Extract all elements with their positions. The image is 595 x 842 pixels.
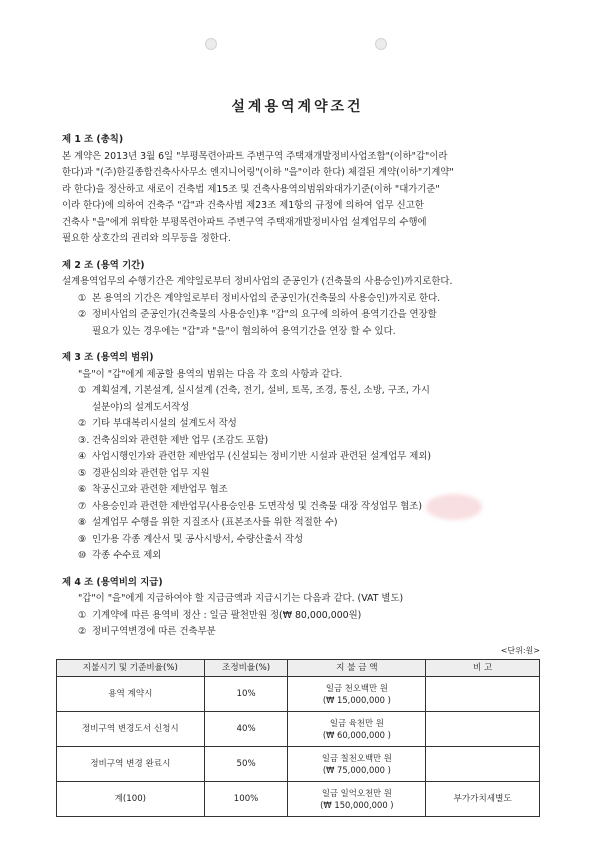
item-text: 본 용역의 기간은 계약일로부터 정비사업의 준공인가(건축물의 사용승인)까지로 한다. xyxy=(92,292,441,304)
item-text: 정비사업의 준공인가(건축물의 사용승인)후 "갑"의 요구에 의하여 용역기간을 연장할 xyxy=(92,309,437,320)
item-text: 설분야)의 설계도서작성 xyxy=(92,401,190,413)
table-header-row xyxy=(57,659,540,677)
payment-period: 정비구역 변경 완료시 xyxy=(57,747,205,782)
list-item xyxy=(62,466,540,483)
payment-note xyxy=(426,747,540,782)
item-number: ② xyxy=(78,418,87,429)
document-title: 설계용역계약조건 xyxy=(231,99,364,115)
item-text: 기계약에 따른 용역비 정산 : 일금 팔천만원 정(₩ 80,000,000원) xyxy=(92,609,362,621)
column-header: 조정비율(%) xyxy=(204,659,288,677)
item-text: 경관심의와 관련한 업무 지원 xyxy=(92,467,210,479)
amount-number: (₩ 60,000,000 ) xyxy=(322,730,391,740)
item-text: 각종 수수료 제외 xyxy=(92,550,162,561)
column-header: 지불시기 및 기준비율(%) xyxy=(57,659,205,677)
item-text: 인가용 각종 계산서 및 공사시방서, 수량산출서 작성 xyxy=(92,533,304,545)
amount-text: 일금 천오백만 원 xyxy=(325,683,388,693)
table-row xyxy=(57,782,540,817)
list-item xyxy=(62,307,540,340)
item-number: ⑨ xyxy=(78,533,87,545)
amount-text: 일금 칠천오백만 원 xyxy=(321,753,392,763)
article-4-heading: 제 4 조 (용역비의 지급) xyxy=(62,576,163,588)
payment-period: 용역 계약시 xyxy=(57,677,205,712)
item-text: 필요가 있는 경우에는 "갑"과 "을"이 협의하여 용역기간을 연장 할 수 있다. xyxy=(92,325,396,337)
article-2-heading: 제 2 조 (용역 기간) xyxy=(62,259,145,271)
item-number: ③. xyxy=(78,434,90,446)
amount-text: 일금 육천만 원 xyxy=(329,718,384,728)
list-item xyxy=(62,608,540,625)
list-item xyxy=(62,548,540,565)
table-row xyxy=(57,747,540,782)
list-item xyxy=(62,449,540,466)
item-number: ① xyxy=(78,385,87,396)
item-text: 착공신고와 관련한 제반업무 협조 xyxy=(92,484,228,495)
table-row xyxy=(57,677,540,712)
item-text: 기타 부대복리시설의 설계도서 작성 xyxy=(92,418,237,429)
article-1-line: 라 한다)을 정산하고 새로이 건축법 제15조 및 건축사용역의범위와대가기준(이하 "대가기준" xyxy=(62,183,440,195)
payment-note xyxy=(426,712,540,747)
item-number: ⑦ xyxy=(78,500,87,512)
payment-table xyxy=(56,659,540,818)
item-number: ② xyxy=(78,626,87,637)
item-text: 계획설계, 기본설계, 실시설계 (건축, 전기, 설비, 토목, 조경, 통신, 소방, 구조, 가시 xyxy=(92,385,430,396)
list-item xyxy=(62,383,540,416)
item-text: 건축심의와 관련한 제반 업무 (조감도 포함) xyxy=(92,434,269,446)
amount-number: (₩ 75,000,000 ) xyxy=(322,765,391,775)
article-1-line: 건축사 "을"에게 위탁한 부평목련아파트 주변구역 주택재개발정비사업 설계업무의 수행에 xyxy=(62,216,427,228)
payment-period: 계(100) xyxy=(57,782,205,817)
item-text: 설계업무 수행을 위한 지질조사 (표본조사를 위한 적절한 수) xyxy=(92,517,338,528)
document-body xyxy=(62,132,540,817)
table-row xyxy=(57,712,540,747)
list-item xyxy=(62,624,540,641)
amount-number: (₩ 150,000,000 ) xyxy=(320,800,394,810)
punch-hole xyxy=(375,38,387,50)
item-number: ① xyxy=(78,292,87,304)
column-header: 비 고 xyxy=(426,659,540,677)
article-1-line: 본 계약은 2013년 3월 6일 "부평목련아파트 주변구역 주택재개발정비사업조합"(이하"갑"이라 xyxy=(62,150,448,162)
payment-note: 부가가치세별도 xyxy=(426,782,540,817)
payment-amount xyxy=(288,782,426,817)
payment-amount xyxy=(288,677,426,712)
item-number: ② xyxy=(78,309,87,320)
item-number: ④ xyxy=(78,451,87,462)
item-number: ⑥ xyxy=(78,484,87,495)
list-item xyxy=(62,416,540,433)
article-1-heading: 제 1 조 (총칙) xyxy=(62,134,124,145)
payment-note xyxy=(426,677,540,712)
payment-amount xyxy=(288,747,426,782)
item-text: 사용승인과 관련한 제반업무(사용승인용 도면작성 및 건축물 대장 작성업무 협조) xyxy=(92,500,423,512)
article-1-line: 필요한 상호간의 권리와 의무등을 정한다. xyxy=(62,233,231,244)
amount-text: 일금 일억오천만 원 xyxy=(321,788,392,798)
payment-rate: 100% xyxy=(204,782,288,817)
item-text: 사업시행인가와 관련한 제반업무 (신설되는 정비기반 시설과 관련된 설계업무 제외) xyxy=(92,451,432,462)
article-1-line: 이라 한다)에 의하여 건축주 "갑"과 건축사법 제23조 제1항의 규정에 의하여 업무 신고한 xyxy=(62,200,424,211)
payment-period: 정비구역 변경도서 신청시 xyxy=(57,712,205,747)
payment-amount xyxy=(288,712,426,747)
list-item xyxy=(62,291,540,308)
item-number: ⑤ xyxy=(78,467,87,479)
article-4-intro: "갑"이 "을"에게 지급하여야 할 지급금액과 지급시기는 다음과 같다. (VAT 별도) xyxy=(78,593,404,604)
payment-rate: 40% xyxy=(204,712,288,747)
item-number: ⑧ xyxy=(78,517,87,528)
article-3-intro: "을"이 "갑"에게 제공할 용역의 범위는 다음 각 호의 사항과 같다. xyxy=(78,368,343,380)
payment-rate: 50% xyxy=(204,747,288,782)
amount-number: (₩ 15,000,000 ) xyxy=(322,695,391,705)
column-header: 지 불 금 액 xyxy=(288,659,426,677)
payment-rate: 10% xyxy=(204,677,288,712)
article-2-intro: 설계용역업무의 수행기간은 계약일로부터 정비사업의 준공인가 (건축물의 사용승인)까지로한다. xyxy=(62,276,453,287)
punch-hole xyxy=(205,38,217,50)
seal-stamp-mark xyxy=(426,494,482,520)
list-item xyxy=(62,532,540,549)
item-text: 정비구역변경에 따른 건축부분 xyxy=(92,626,216,637)
item-number: ⑩ xyxy=(78,550,87,561)
unit-label: <단위:원> xyxy=(500,645,540,655)
article-1-line: 한다)과 "(주)한길종합건축사사무소 엔지니어링"(이하 "을"이라 한다) 체결된 계약(이하"기계약" xyxy=(62,167,454,178)
article-3-heading: 제 3 조 (용역의 범위) xyxy=(62,352,154,363)
item-number: ① xyxy=(78,609,87,621)
article-1-text xyxy=(62,149,540,248)
list-item xyxy=(62,433,540,450)
